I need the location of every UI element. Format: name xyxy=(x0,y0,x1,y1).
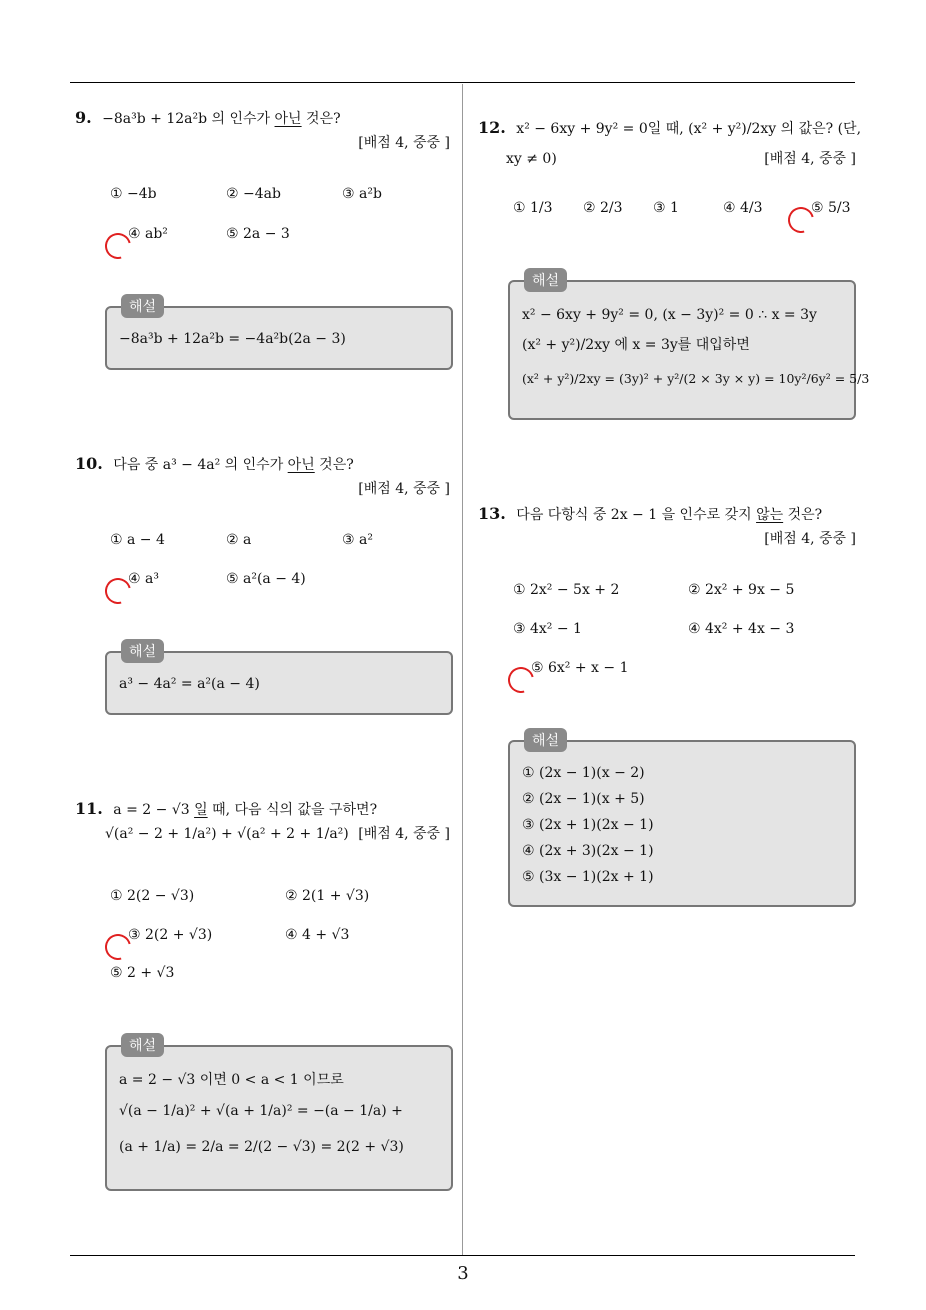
score-label: [배점 4, 중중 ] xyxy=(358,135,450,151)
page-number: 3 xyxy=(457,1263,469,1284)
problem-11 xyxy=(75,797,450,852)
solution-box-11: 해설 a = 2 − √3 이면 0 < a < 1 이므로 √(a − 1/a)² + √(a + 1/a)² = −(a − 1/a) + (a + 1/a) = 2/a = 2/(2 − √3) = 2(2 + √3) xyxy=(105,1045,453,1191)
choice-3[interactable]: ③ a² xyxy=(342,532,373,548)
score-label: [배점 4, 중중 ] xyxy=(358,826,450,842)
choice-5-answer[interactable]: ⑤ 5/3 xyxy=(811,200,851,216)
question-expression: √(a² − 2 + 1/a²) + √(a² + 2 + 1/a²) xyxy=(105,826,349,842)
choice-4[interactable]: ④ 4 + √3 xyxy=(285,927,350,943)
problem-number: 12. xyxy=(478,118,506,137)
choice-1[interactable]: ① 1/3 xyxy=(513,200,553,216)
choice-5-answer[interactable]: ⑤ 6x² + x − 1 xyxy=(531,660,629,676)
problem-number: 9. xyxy=(75,108,92,127)
problem-number: 11. xyxy=(75,799,103,818)
choice-3[interactable]: ③ 1 xyxy=(653,200,679,216)
problem-12: 12. x² − 6xy + 9y² = 0일 때, (x² + y²)/2xy 의 값은? (단, xy ≠ 0) [배점 4, 중중 ] xyxy=(478,116,856,171)
question-text: 11. a = 2 − √3 일 때, 다음 식의 값을 구하면? xyxy=(75,799,378,818)
choice-3[interactable]: ③ 4x² − 1 xyxy=(513,621,582,637)
problem-10 xyxy=(75,452,450,501)
choice-5[interactable]: ⑤ 2 + √3 xyxy=(110,965,175,981)
choice-5[interactable]: ⑤ 2a − 3 xyxy=(226,226,290,242)
question-text: 13. 다음 다항식 중 2x − 1 을 인수로 갖지 않는 것은? xyxy=(478,504,823,523)
score-label: [배점 4, 중중 ] xyxy=(764,151,856,167)
solution-label: 해설 xyxy=(524,268,567,292)
solution-box-9: 해설 −8a³b + 12a²b = −4a²b(2a − 3) xyxy=(105,306,453,370)
choice-1[interactable]: ① 2(2 − √3) xyxy=(110,888,195,904)
solution-box-10: 해설 a³ − 4a² = a²(a − 4) xyxy=(105,651,453,715)
choice-2[interactable]: ② −4ab xyxy=(226,186,281,202)
choice-5[interactable]: ⑤ a²(a − 4) xyxy=(226,571,306,587)
score-label: [배점 4, 중중 ] xyxy=(358,481,450,497)
question-text: 9. −8a³b + 12a²b 의 인수가 아닌 것은? xyxy=(75,108,341,127)
choice-3-answer[interactable]: ③ 2(2 + √3) xyxy=(128,927,213,943)
bottom-rule xyxy=(70,1255,855,1256)
problem-9 xyxy=(75,106,450,155)
question-text: 10. 다음 중 a³ − 4a² 의 인수가 아닌 것은? xyxy=(75,454,354,473)
problem-number: 10. xyxy=(75,454,103,473)
problem-number: 13. xyxy=(478,504,506,523)
choice-4-answer[interactable]: ④ a³ xyxy=(128,571,159,587)
choice-4[interactable]: ④ 4/3 xyxy=(723,200,763,216)
solution-box-13: 해설 ① (2x − 1)(x − 2) ② (2x − 1)(x + 5) ③ (2x + 1)(2x − 1) ④ (2x + 3)(2x − 1) ⑤ (3x − 1)(2x + 1) xyxy=(508,740,856,907)
column-divider xyxy=(462,84,463,1256)
score-label: [배점 4, 중중 ] xyxy=(764,531,856,547)
choice-1[interactable]: ① 2x² − 5x + 2 xyxy=(513,582,620,598)
solution-label: 해설 xyxy=(121,1033,164,1057)
choice-2[interactable]: ② 2x² + 9x − 5 xyxy=(688,582,795,598)
choice-2[interactable]: ② 2(1 + √3) xyxy=(285,888,370,904)
choice-1[interactable]: ① a − 4 xyxy=(110,532,165,548)
top-rule xyxy=(70,82,855,83)
choice-4-answer[interactable]: ④ ab² xyxy=(128,226,168,242)
solution-label: 해설 xyxy=(524,728,567,752)
solution-label: 해설 xyxy=(121,294,164,318)
solution-box-12: 해설 x² − 6xy + 9y² = 0, (x − 3y)² = 0 ∴ x = 3y (x² + y²)/2xy 에 x = 3y를 대입하면 (x² + y²)/2xy = (3y)² + y²/(2 × 3y × y) = 10y²/6y² = 5/3 xyxy=(508,280,856,420)
choice-3[interactable]: ③ a²b xyxy=(342,186,382,202)
problem-13 xyxy=(478,502,856,551)
choice-2[interactable]: ② 2/3 xyxy=(583,200,623,216)
question-text: 12. x² − 6xy + 9y² = 0일 때, (x² + y²)/2xy 의 값은? (단, xyxy=(478,118,862,137)
solution-label: 해설 xyxy=(121,639,164,663)
choice-4[interactable]: ④ 4x² + 4x − 3 xyxy=(688,621,795,637)
choice-2[interactable]: ② a xyxy=(226,532,252,548)
choice-1[interactable]: ① −4b xyxy=(110,186,157,202)
